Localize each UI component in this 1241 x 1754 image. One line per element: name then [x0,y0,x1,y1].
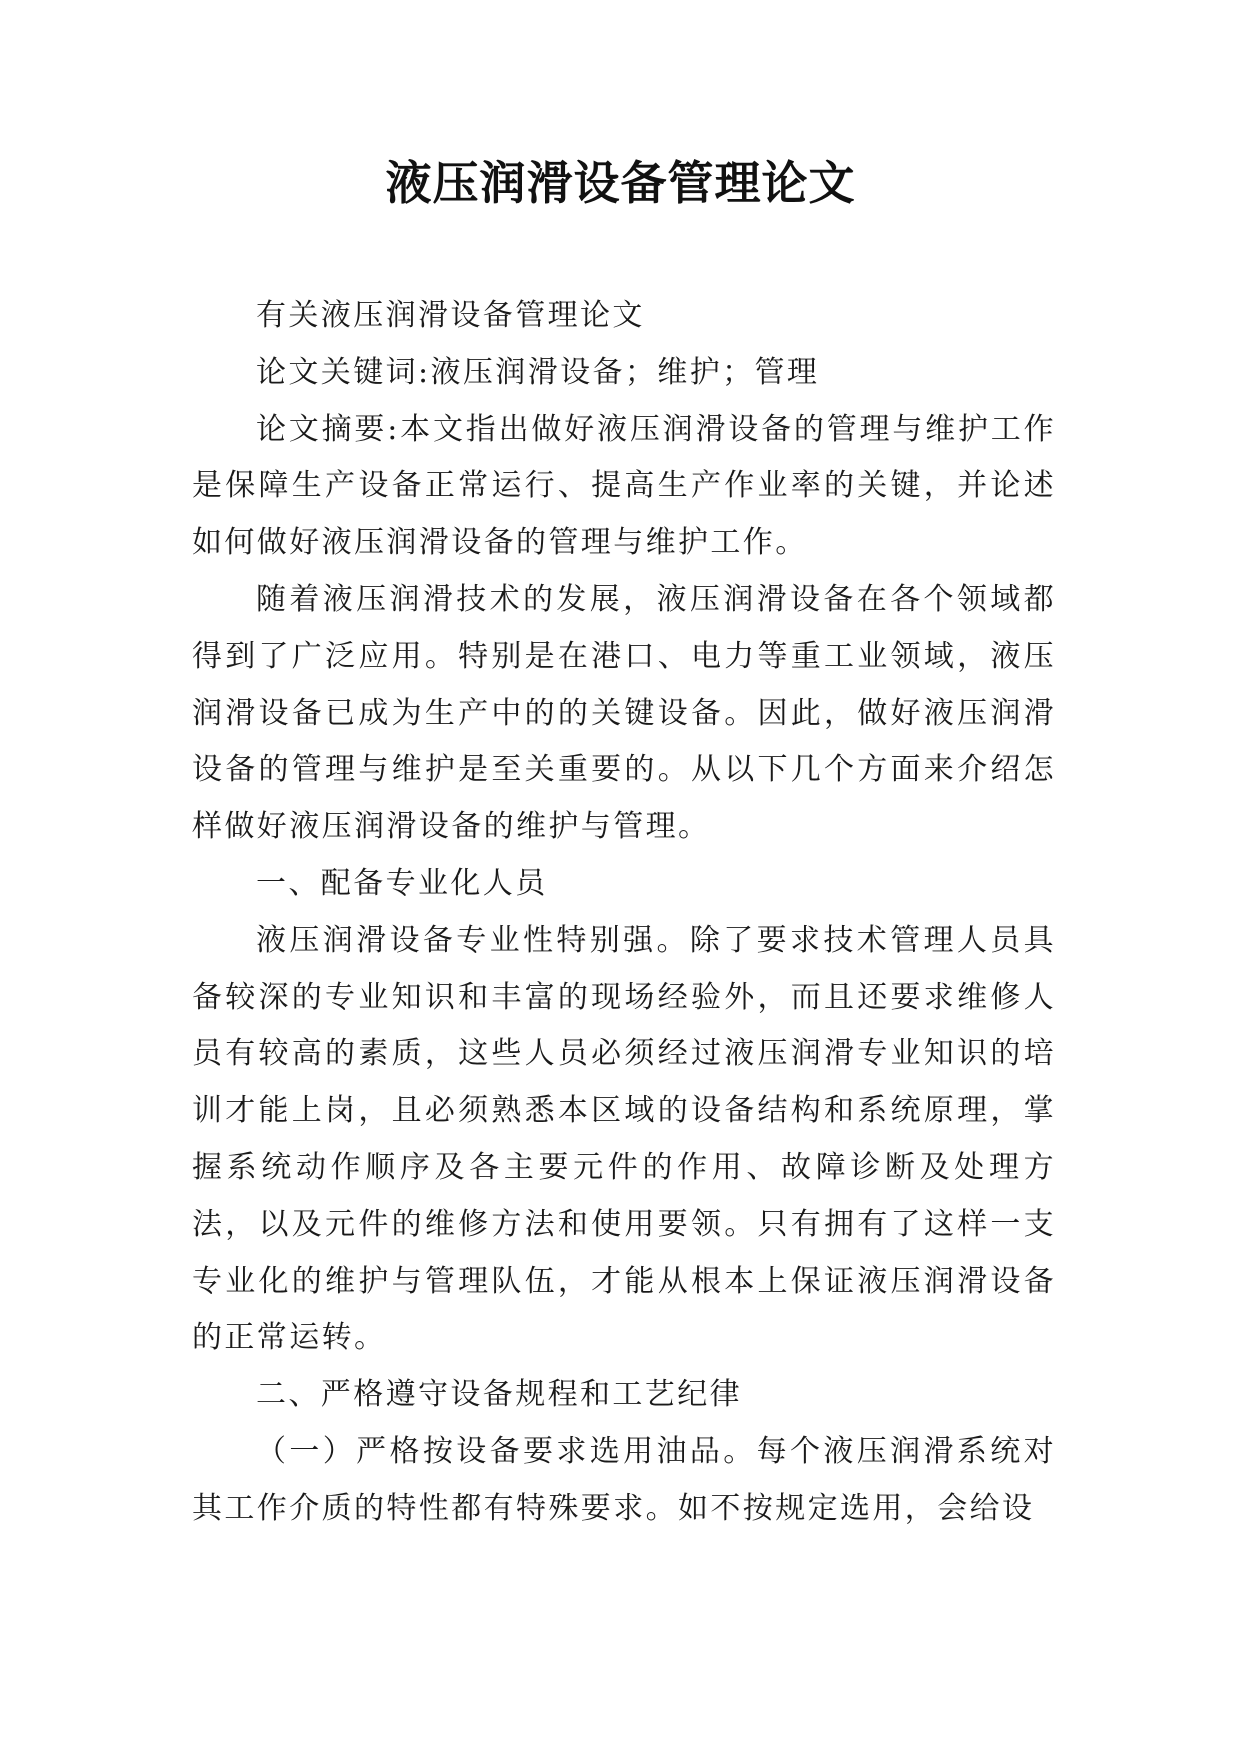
paragraph-introduction: 随着液压润滑技术的发展，液压润滑设备在各个领域都得到了广泛应用。特别是在港口、电力等重工业领域，液压润滑设备已成为生产中的的关键设备。因此，做好液压润滑设备的管理与维护是至关重要的。从以下几个方面来介绍怎样做好液压润滑设备的维护与管理。 [192,581,1056,845]
section-heading-2: 二、严格遵守设备规程和工艺纪律 [256,1377,742,1413]
paragraph-section-1: 液压润滑设备专业性特别强。除了要求技术管理人员具备较深的专业知识和丰富的现场经验外，而且还要求维修人员有较高的素质，这些人员必须经过液压润滑专业知识的培训才能上岗，且必须熟悉本区域的设备结构和系统原理，掌握系统动作顺序及各主要元件的作用、故障诊断及处理方法，以及元件的维修方法和使用要领。只有拥有了这样一支专业化的维护与管理队伍，才能从根本上保证液压润滑设备的正常运转。 [192,922,1056,1356]
paragraph-section-2-item-1: （一）严格按设备要求选用油品。每个液压润滑系统对其工作介质的特性都有特殊要求。如不按规定选用，会给设 [192,1433,1056,1526]
paragraph-abstract: 论文摘要:本文指出做好液压润滑设备的管理与维护工作是保障生产设备正常运行、提高生产作业率的关键，并论述如何做好液压润滑设备的管理与维护工作。 [192,411,1056,561]
section-heading-1: 一、配备专业化人员 [256,865,548,901]
paragraph-heading-restated: 有关液压润滑设备管理论文 [256,298,645,333]
document-title: 液压润滑设备管理论文 [385,156,856,210]
document-body [192,288,1056,1538]
paragraph-keywords: 论文关键词:液压润滑设备；维护；管理 [256,354,820,390]
